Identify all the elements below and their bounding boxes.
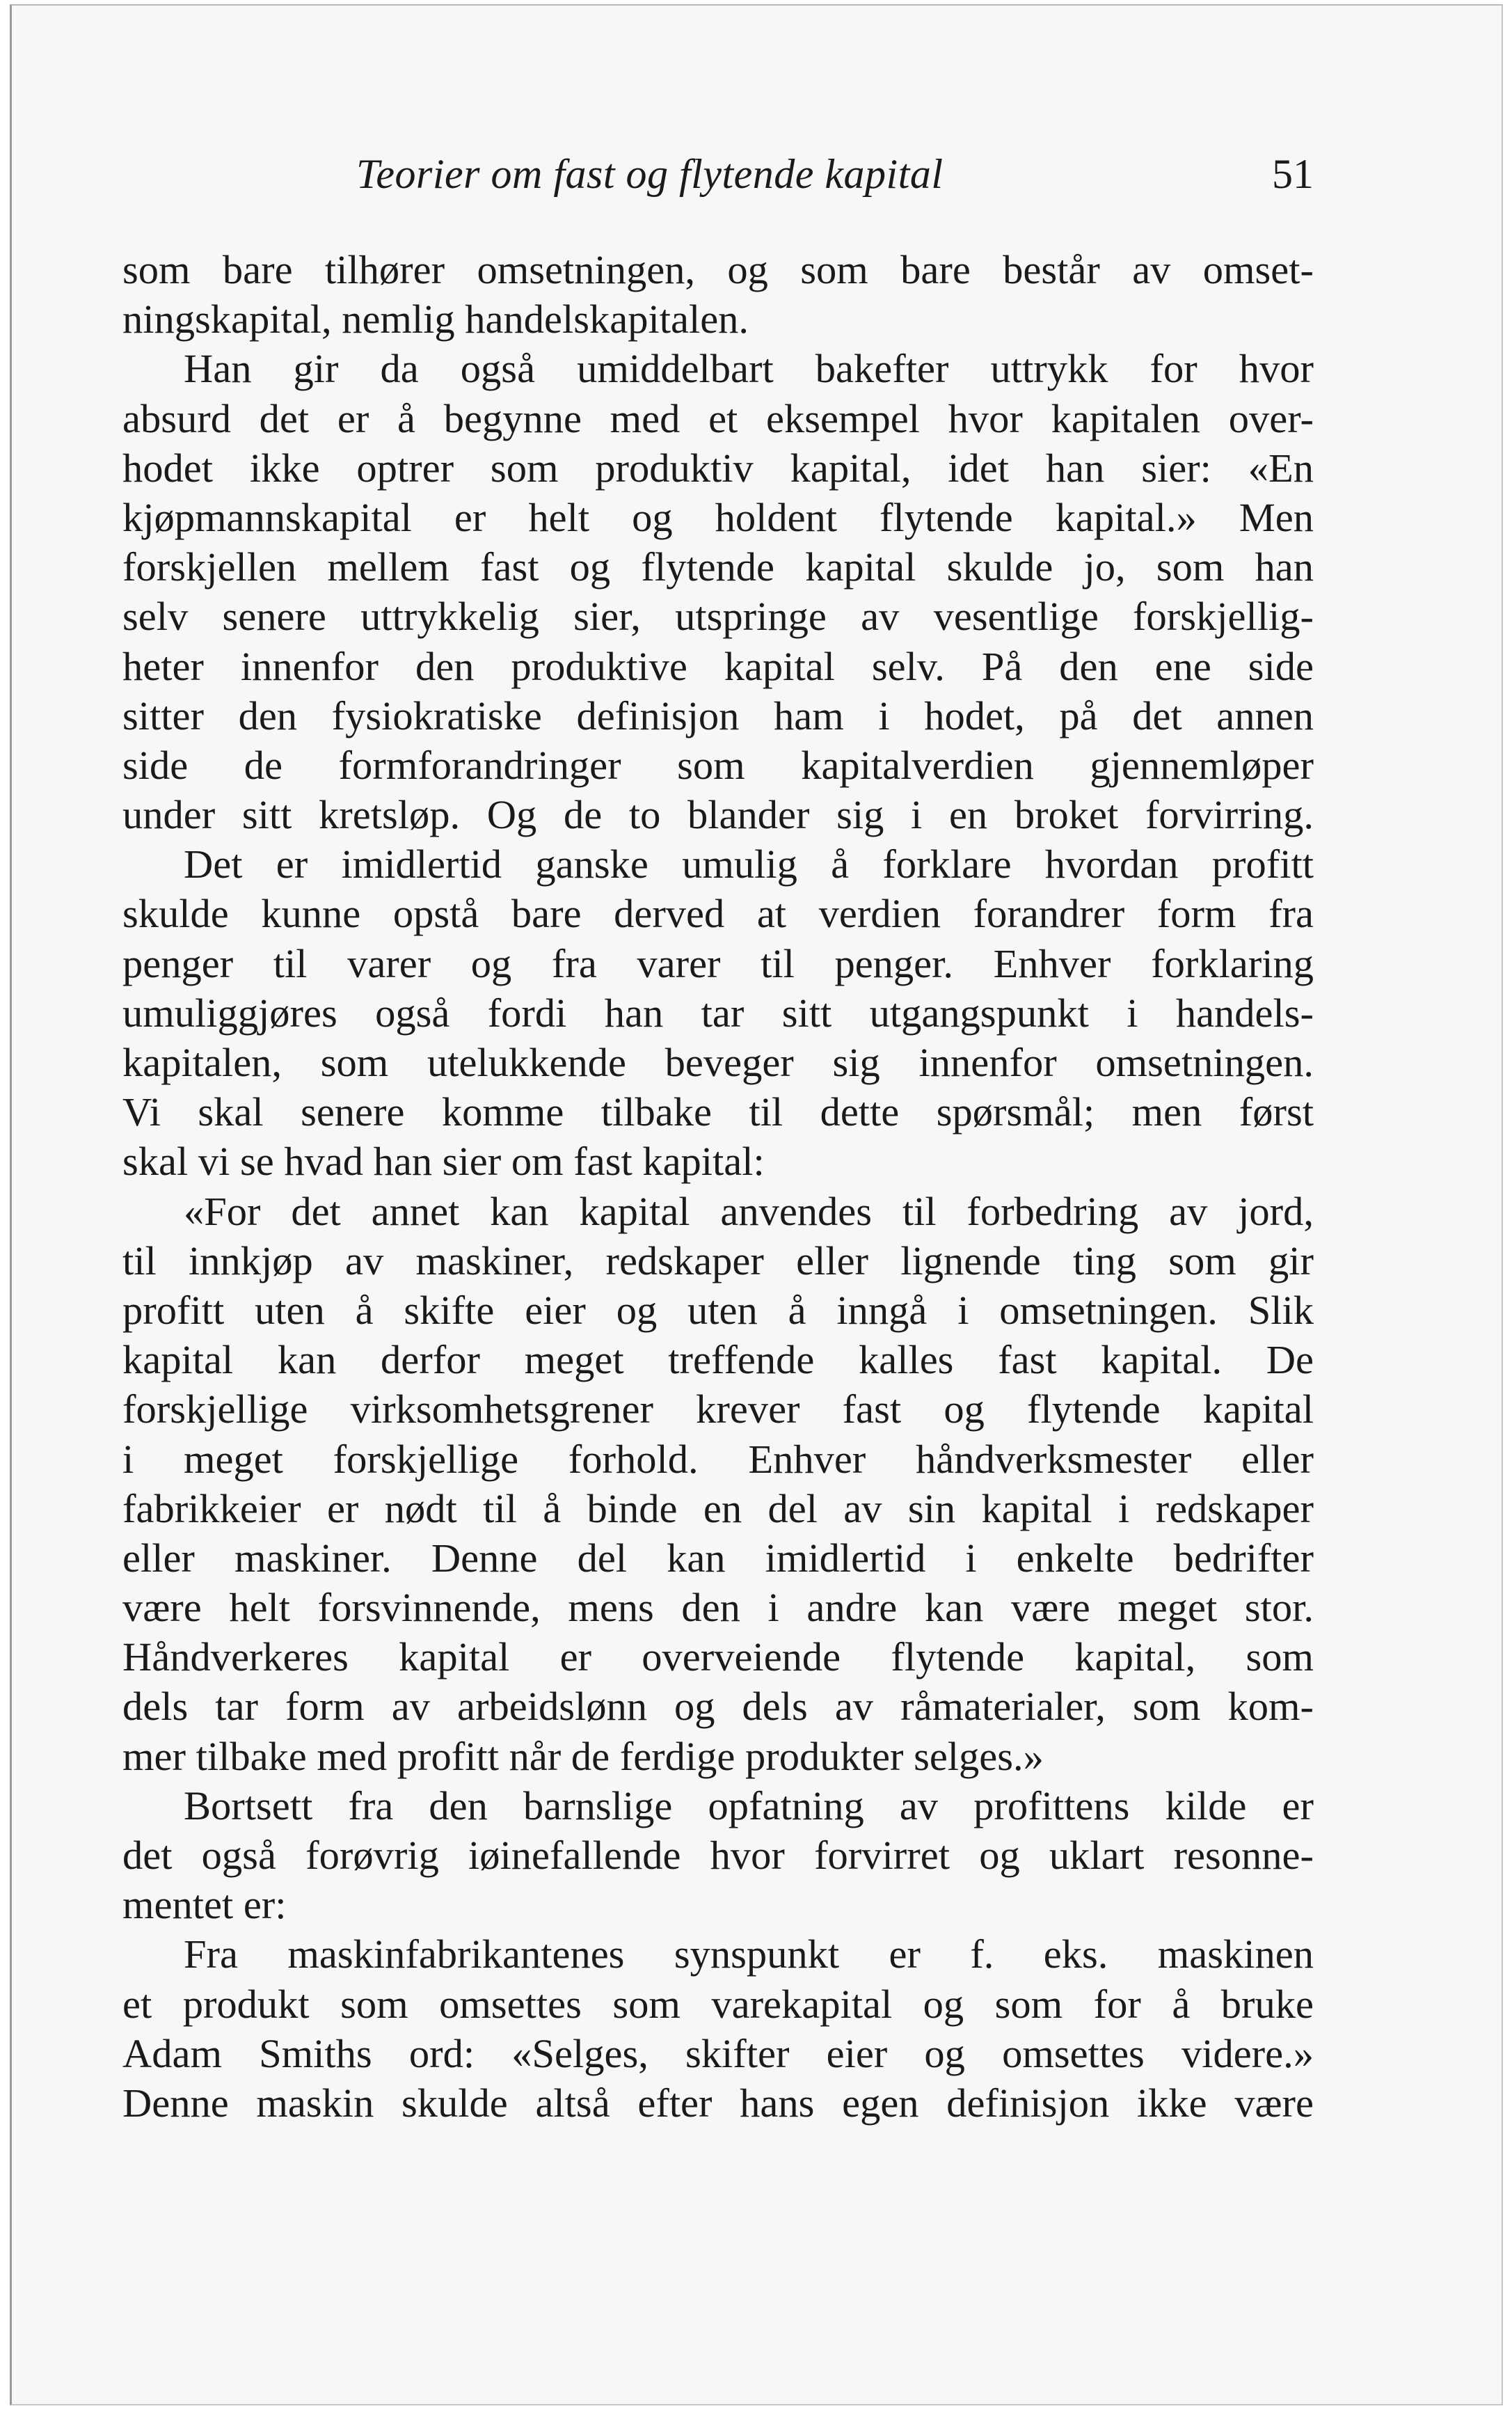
text-line: eller maskiner. Denne del kan imidlertid i enkelte bedrifter: [122, 1535, 1314, 1581]
text-line: til innkjøp av maskiner, redskaper eller lignende ting som gir: [122, 1238, 1314, 1283]
text-line: side de formforandringer som kapitalverdien gjennemløper: [122, 742, 1314, 788]
text-line: som bare tilhører omsetningen, og som bare består av omset-: [122, 247, 1314, 292]
text-line: dels tar form av arbeidslønn og dels av råmaterialer, som kom-: [122, 1684, 1314, 1730]
text-line: heter innenfor den produktive kapital selv. På den ene side: [122, 643, 1314, 689]
text-line: kjøpmannskapital er helt og holdent flytende kapital.» Men: [122, 494, 1314, 540]
text-line: Vi skal senere komme tilbake til dette spørsmål; men først: [122, 1089, 1314, 1135]
text-line: selv senere uttrykkelig sier, utspringe av vesentlige forskjellig-: [122, 594, 1314, 640]
text-line: Bortsett fra den barnslige opfatning av profittens kilde er: [184, 1782, 1314, 1828]
text-line: forskjellen mellem fast og flytende kapital skulde jo, som han: [122, 544, 1314, 590]
text-line: Det er imidlertid ganske umulig å forklare hvordan profitt: [184, 841, 1314, 887]
text-line: absurd det er å begynne med et eksempel hvor kapitalen over-: [122, 395, 1314, 441]
text-line: Denne maskin skulde altså efter hans egen definisjon ikke være: [122, 2080, 1314, 2126]
text-line: i meget forskjellige forhold. Enhver håndverksmester eller: [122, 1436, 1314, 1482]
text-line: skulde kunne opstå bare derved at verdien forandrer form fra: [122, 891, 1314, 937]
text-line: Adam Smiths ord: «Selges, skifter eier og omsettes videre.»: [122, 2030, 1314, 2076]
text-line: forskjellige virksomhetsgrener krever fast og flytende kapital: [122, 1386, 1314, 1432]
body-text: [122, 245, 1314, 2128]
text-line: «For det annet kan kapital anvendes til forbedring av jord,: [184, 1188, 1314, 1234]
text-line: Han gir da også umiddelbart bakefter uttrykk for hvor: [184, 346, 1314, 392]
text-line: under sitt kretsløp. Og de to blander sig i en broket forvirring.: [122, 792, 1314, 838]
running-title: Teorier om fast og flytende kapital: [356, 151, 944, 197]
text-line: skal vi se hvad han sier om fast kapital:: [122, 1139, 765, 1185]
text-line: mer tilbake med profitt når de ferdige produkter selges.»: [122, 1733, 1044, 1779]
text-line: Håndverkeres kapital er overveiende flytende kapital, som: [122, 1634, 1314, 1680]
text-line: profitt uten å skifte eier og uten å inngå i omsetningen. Slik: [122, 1287, 1314, 1333]
text-line: umuliggjøres også fordi han tar sitt utgangspunkt i handels-: [122, 990, 1314, 1036]
text-line: mentet er:: [122, 1882, 287, 1928]
text-line: Fra maskinfabrikantenes synspunkt er f. eks. maskinen: [184, 1931, 1314, 1977]
text-line: være helt forsvinnende, mens den i andre kan være meget stor.: [122, 1585, 1314, 1631]
text-line: fabrikkeier er nødt til å binde en del av sin kapital i redskaper: [122, 1485, 1314, 1531]
running-head: [122, 143, 1314, 205]
text-line: ningskapital, nemlig handelskapitalen.: [122, 297, 749, 342]
text-line: kapital kan derfor meget treffende kalles fast kapital. De: [122, 1337, 1314, 1383]
page-number: 51: [1272, 151, 1314, 197]
text-line: hodet ikke optrer som produktiv kapital, idet han sier: «En: [122, 445, 1314, 491]
text-line: penger til varer og fra varer til penger. Enhver forklaring: [122, 940, 1314, 986]
text-line: kapitalen, som utelukkende beveger sig innenfor omsetningen.: [122, 1040, 1314, 1085]
text-line: et produkt som omsettes som varekapital og som for å bruke: [122, 1981, 1314, 2027]
text-line: sitter den fysiokratiske definisjon ham i hodet, på det annen: [122, 693, 1314, 738]
text-line: det også forøvrig iøinefallende hvor forvirret og uklart resonne-: [122, 1833, 1314, 1878]
